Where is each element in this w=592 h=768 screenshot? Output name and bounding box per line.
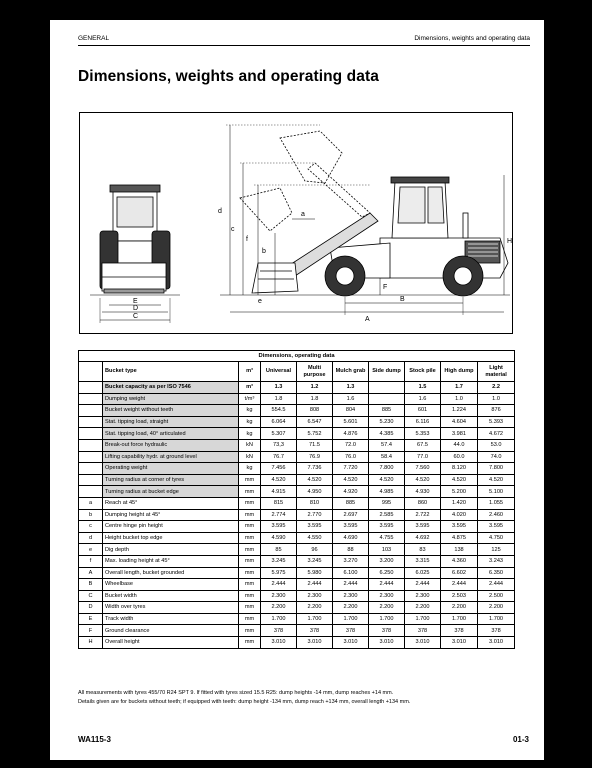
row-value: 3.315 xyxy=(405,555,441,567)
row-value: 77.0 xyxy=(405,451,441,463)
row-value: 4.520 xyxy=(261,474,297,486)
table-row xyxy=(79,463,515,475)
column-header: Bucket type xyxy=(103,362,239,382)
row-value: 2.2 xyxy=(478,382,515,394)
row-unit: m³ xyxy=(239,382,261,394)
row-value: 1.7 xyxy=(441,382,478,394)
table-row xyxy=(79,532,515,544)
row-value: 3.010 xyxy=(369,637,405,649)
row-label: Track width xyxy=(103,613,239,625)
row-value: 2.722 xyxy=(405,509,441,521)
row-label: Dumping weight xyxy=(103,393,239,405)
row-value: 378 xyxy=(333,625,369,637)
column-header: m³ xyxy=(239,362,261,382)
row-value: 2.585 xyxy=(369,509,405,521)
row-value: 4.950 xyxy=(297,486,333,498)
row-symbol: A xyxy=(79,567,103,579)
note-tyres: All measurements with tyres 455/70 R24 SPT 9. If fitted with tyres sized 15.5 R25: dump heights -14 mm, dump reaches +14 mm. xyxy=(78,690,394,696)
row-value: 71.5 xyxy=(297,439,333,451)
row-value: 4.985 xyxy=(369,486,405,498)
row-value: 860 xyxy=(405,497,441,509)
row-symbol xyxy=(79,416,103,428)
row-unit: kg xyxy=(239,405,261,417)
table-row xyxy=(79,521,515,533)
column-header: Side dump xyxy=(369,362,405,382)
row-label: Bucket weight without teeth xyxy=(103,405,239,417)
table-notes xyxy=(78,689,518,706)
dimension-drawing xyxy=(79,112,513,334)
row-value: 378 xyxy=(441,625,478,637)
row-symbol: a xyxy=(79,497,103,509)
side-view xyxy=(220,125,513,315)
table-row xyxy=(79,497,515,509)
manual-page xyxy=(50,20,544,760)
row-value: 1.700 xyxy=(261,613,297,625)
row-unit: mm xyxy=(239,486,261,498)
row-value: 4.930 xyxy=(405,486,441,498)
row-value: 4.520 xyxy=(441,474,478,486)
row-value: 378 xyxy=(369,625,405,637)
row-symbol: C xyxy=(79,590,103,602)
row-unit: mm xyxy=(239,602,261,614)
header-section: GENERAL xyxy=(78,35,110,42)
row-value: 2.770 xyxy=(297,509,333,521)
row-value: 4.520 xyxy=(405,474,441,486)
row-value: 2.444 xyxy=(261,579,297,591)
row-unit: mm xyxy=(239,544,261,556)
side-label-B: B xyxy=(400,296,405,303)
row-value: 4.020 xyxy=(441,509,478,521)
row-unit: mm xyxy=(239,613,261,625)
row-label: Lifting capability hydr. at ground level xyxy=(103,451,239,463)
row-label: Ground clearance xyxy=(103,625,239,637)
row-value: 2.444 xyxy=(478,579,515,591)
row-value: 7.560 xyxy=(405,463,441,475)
row-symbol: B xyxy=(79,579,103,591)
row-value: 3.243 xyxy=(478,555,515,567)
table-row xyxy=(79,382,515,394)
row-value: 74.0 xyxy=(478,451,515,463)
header-chapter: Dimensions, weights and operating data xyxy=(414,35,530,42)
footer-page-number: 01-3 xyxy=(512,735,529,744)
row-unit: mm xyxy=(239,579,261,591)
row-symbol xyxy=(79,451,103,463)
row-value: 1.420 xyxy=(441,497,478,509)
column-header: Stock pile xyxy=(405,362,441,382)
front-label-d: D xyxy=(133,305,139,312)
table-row xyxy=(79,439,515,451)
row-label: Overall length, bucket grounded xyxy=(103,567,239,579)
row-value: 2.444 xyxy=(369,579,405,591)
row-unit: mm xyxy=(239,521,261,533)
row-value: 5.200 xyxy=(441,486,478,498)
row-value: 1.6 xyxy=(333,393,369,405)
row-label: Operating weight xyxy=(103,463,239,475)
row-value: 6.602 xyxy=(441,567,478,579)
row-value: 2.300 xyxy=(333,590,369,602)
row-value: 6.547 xyxy=(297,416,333,428)
row-value: 2.460 xyxy=(478,509,515,521)
row-value: 7.456 xyxy=(261,463,297,475)
row-unit: t/m³ xyxy=(239,393,261,405)
row-value: 2.300 xyxy=(297,590,333,602)
wheel-loader-illustration xyxy=(80,113,514,335)
table-row xyxy=(79,405,515,417)
row-value: 2.444 xyxy=(405,579,441,591)
row-unit: mm xyxy=(239,497,261,509)
row-value: 885 xyxy=(369,405,405,417)
row-value: 88 xyxy=(333,544,369,556)
row-value: 5.975 xyxy=(261,567,297,579)
front-label-e: E xyxy=(133,298,138,305)
row-symbol xyxy=(79,382,103,394)
row-label: Width over tyres xyxy=(103,602,239,614)
row-value: 1.700 xyxy=(405,613,441,625)
row-label: Centre hinge pin height xyxy=(103,521,239,533)
row-value: 4.385 xyxy=(369,428,405,440)
row-unit: kg xyxy=(239,416,261,428)
row-value: 1.700 xyxy=(369,613,405,625)
row-symbol: e xyxy=(79,544,103,556)
row-value: 53.0 xyxy=(478,439,515,451)
row-symbol xyxy=(79,439,103,451)
row-label: Stat. tipping load, 40° articulated xyxy=(103,428,239,440)
spec-table-container xyxy=(78,350,514,649)
row-value: 2.503 xyxy=(441,590,478,602)
row-value: 1.224 xyxy=(441,405,478,417)
row-value: 1.700 xyxy=(297,613,333,625)
row-label: Max. loading height at 45° xyxy=(103,555,239,567)
row-value: 5.601 xyxy=(333,416,369,428)
row-label: Turning radius at bucket edge xyxy=(103,486,239,498)
operating-data-table xyxy=(78,350,515,649)
row-value: 378 xyxy=(297,625,333,637)
row-value: 3.595 xyxy=(297,521,333,533)
row-label: Bucket width xyxy=(103,590,239,602)
row-value: 2.200 xyxy=(369,602,405,614)
row-value: 995 xyxy=(369,497,405,509)
row-value: 72.0 xyxy=(333,439,369,451)
table-header-row xyxy=(79,362,515,382)
row-symbol: H xyxy=(79,637,103,649)
row-unit: mm xyxy=(239,474,261,486)
row-value: 6.100 xyxy=(333,567,369,579)
row-value: 7.800 xyxy=(369,463,405,475)
row-unit: mm xyxy=(239,567,261,579)
row-value: 4.876 xyxy=(333,428,369,440)
side-label-b: b xyxy=(262,248,266,255)
row-value: 4.692 xyxy=(405,532,441,544)
row-symbol: E xyxy=(79,613,103,625)
row-label: Bucket capacity as per ISO 7546 xyxy=(103,382,239,394)
column-header: High dump xyxy=(441,362,478,382)
column-header: Mulch grab xyxy=(333,362,369,382)
row-unit: mm xyxy=(239,532,261,544)
row-symbol xyxy=(79,463,103,475)
row-label: Break-out force hydraulic xyxy=(103,439,239,451)
row-value: 4.604 xyxy=(441,416,478,428)
row-value: 3.245 xyxy=(297,555,333,567)
row-symbol: d xyxy=(79,532,103,544)
row-symbol: D xyxy=(79,602,103,614)
row-value: 4.672 xyxy=(478,428,515,440)
row-value: 3.595 xyxy=(261,521,297,533)
row-value: 4.520 xyxy=(333,474,369,486)
row-value: 554.5 xyxy=(261,405,297,417)
row-value: 2.774 xyxy=(261,509,297,521)
row-value: 4.875 xyxy=(441,532,478,544)
row-unit: kN xyxy=(239,451,261,463)
row-value: 3.245 xyxy=(261,555,297,567)
table-row xyxy=(79,544,515,556)
row-value: 58.4 xyxy=(369,451,405,463)
column-header: Universal xyxy=(261,362,297,382)
row-unit: kg xyxy=(239,428,261,440)
row-value: 4.520 xyxy=(369,474,405,486)
row-value: 378 xyxy=(478,625,515,637)
table-row xyxy=(79,393,515,405)
row-value: 1.8 xyxy=(297,393,333,405)
row-value: 5.100 xyxy=(478,486,515,498)
row-value: 3.595 xyxy=(478,521,515,533)
row-value: 7.736 xyxy=(297,463,333,475)
column-header xyxy=(79,362,103,382)
row-value: 1.2 xyxy=(297,382,333,394)
row-value: 4.520 xyxy=(478,474,515,486)
side-label-c: c xyxy=(231,226,235,233)
row-unit: mm xyxy=(239,555,261,567)
row-value: 60.0 xyxy=(441,451,478,463)
row-value: 2.300 xyxy=(405,590,441,602)
row-value: 1.3 xyxy=(333,382,369,394)
row-label: Turning radius at corner of tyres xyxy=(103,474,239,486)
row-value: 6.025 xyxy=(405,567,441,579)
table-row xyxy=(79,486,515,498)
row-value xyxy=(369,393,405,405)
row-value: 76.7 xyxy=(261,451,297,463)
side-label-d: d xyxy=(218,208,222,215)
table-row xyxy=(79,613,515,625)
row-value: 815 xyxy=(261,497,297,509)
row-value: 2.200 xyxy=(261,602,297,614)
row-value: 5.307 xyxy=(261,428,297,440)
row-symbol xyxy=(79,428,103,440)
row-value: 1.0 xyxy=(441,393,478,405)
row-label: Wheelbase xyxy=(103,579,239,591)
row-value: 3.595 xyxy=(441,521,478,533)
table-row xyxy=(79,567,515,579)
row-value: 2.697 xyxy=(333,509,369,521)
row-value: 67.5 xyxy=(405,439,441,451)
row-symbol: f xyxy=(79,555,103,567)
row-value: 4.915 xyxy=(261,486,297,498)
row-label: Dig depth xyxy=(103,544,239,556)
row-value: 3.200 xyxy=(369,555,405,567)
row-value: 7.720 xyxy=(333,463,369,475)
side-label-a: a xyxy=(301,211,305,218)
row-value: 2.444 xyxy=(333,579,369,591)
row-value: 885 xyxy=(333,497,369,509)
row-unit: mm xyxy=(239,590,261,602)
row-value: 83 xyxy=(405,544,441,556)
table-row xyxy=(79,602,515,614)
row-value: 1.0 xyxy=(478,393,515,405)
row-value: 3.010 xyxy=(297,637,333,649)
row-value: 3.270 xyxy=(333,555,369,567)
row-symbol xyxy=(79,393,103,405)
page-title: Dimensions, weights and operating data xyxy=(78,68,379,85)
row-value: 6.350 xyxy=(478,567,515,579)
table-row xyxy=(79,625,515,637)
row-value: 96 xyxy=(297,544,333,556)
row-value: 138 xyxy=(441,544,478,556)
table-caption-row xyxy=(79,351,515,362)
row-value: 1.5 xyxy=(405,382,441,394)
row-value: 1.8 xyxy=(261,393,297,405)
row-value: 4.360 xyxy=(441,555,478,567)
row-unit: mm xyxy=(239,625,261,637)
row-symbol xyxy=(79,405,103,417)
column-header: Light material xyxy=(478,362,515,382)
row-value: 125 xyxy=(478,544,515,556)
table-row xyxy=(79,509,515,521)
row-value: 73,3 xyxy=(261,439,297,451)
row-value: 378 xyxy=(405,625,441,637)
row-value: 2.300 xyxy=(261,590,297,602)
row-value: 2.444 xyxy=(297,579,333,591)
front-label-c: C xyxy=(133,313,139,320)
row-unit: kg xyxy=(239,463,261,475)
row-value: 2.500 xyxy=(478,590,515,602)
row-label: Reach at 45° xyxy=(103,497,239,509)
row-label: Height bucket top edge xyxy=(103,532,239,544)
row-symbol xyxy=(79,486,103,498)
row-value: 5.980 xyxy=(297,567,333,579)
row-unit: mm xyxy=(239,637,261,649)
row-value: 3.981 xyxy=(441,428,478,440)
row-unit: mm xyxy=(239,509,261,521)
side-label-e: e xyxy=(258,298,262,305)
table-row xyxy=(79,416,515,428)
row-value: 6.250 xyxy=(369,567,405,579)
row-value: 5.393 xyxy=(478,416,515,428)
row-value: 804 xyxy=(333,405,369,417)
row-value: 6.064 xyxy=(261,416,297,428)
row-value: 810 xyxy=(297,497,333,509)
table-caption: Dimensions, operating data xyxy=(79,351,515,362)
row-value: 76.0 xyxy=(333,451,369,463)
row-label: Dumping height at 45° xyxy=(103,509,239,521)
table-row xyxy=(79,451,515,463)
row-symbol xyxy=(79,474,103,486)
row-value: 2.200 xyxy=(297,602,333,614)
row-value: 1.055 xyxy=(478,497,515,509)
side-label-A: A xyxy=(365,316,370,323)
row-value: 4.550 xyxy=(297,532,333,544)
row-value: 3.010 xyxy=(478,637,515,649)
footer-model: WA115-3 xyxy=(78,735,111,744)
row-value: 85 xyxy=(261,544,297,556)
row-value: 4.755 xyxy=(369,532,405,544)
row-value: 876 xyxy=(478,405,515,417)
row-value: 378 xyxy=(261,625,297,637)
row-value: 808 xyxy=(297,405,333,417)
row-value: 3.010 xyxy=(441,637,478,649)
table-row xyxy=(79,555,515,567)
row-value: 103 xyxy=(369,544,405,556)
row-value: 3.010 xyxy=(405,637,441,649)
row-value: 2.444 xyxy=(441,579,478,591)
table-row xyxy=(79,474,515,486)
row-value: 3.010 xyxy=(333,637,369,649)
row-value: 57.4 xyxy=(369,439,405,451)
row-value: 44.0 xyxy=(441,439,478,451)
row-value: 1.3 xyxy=(261,382,297,394)
table-row xyxy=(79,579,515,591)
row-value: 4.690 xyxy=(333,532,369,544)
row-value: 601 xyxy=(405,405,441,417)
row-label: Stat. tipping load, straight xyxy=(103,416,239,428)
column-header: Multi purpose xyxy=(297,362,333,382)
row-value xyxy=(369,382,405,394)
row-value: 3.595 xyxy=(333,521,369,533)
row-value: 2.300 xyxy=(369,590,405,602)
row-value: 5.353 xyxy=(405,428,441,440)
row-value: 3.010 xyxy=(261,637,297,649)
row-value: 1.700 xyxy=(478,613,515,625)
row-unit: kN xyxy=(239,439,261,451)
row-value: 4.920 xyxy=(333,486,369,498)
row-symbol: F xyxy=(79,625,103,637)
row-symbol: c xyxy=(79,521,103,533)
row-value: 5.752 xyxy=(297,428,333,440)
row-value: 8.120 xyxy=(441,463,478,475)
row-value: 7.800 xyxy=(478,463,515,475)
side-label-f: f xyxy=(246,236,248,243)
header-rule xyxy=(78,45,530,46)
note-teeth: Details given are for buckets without teeth; if equipped with teeth: dump height -134 mm, dump reach +134 mm, overall length +134 mm. xyxy=(78,698,411,705)
table-row xyxy=(79,637,515,649)
row-value: 6.116 xyxy=(405,416,441,428)
row-value: 4.590 xyxy=(261,532,297,544)
row-value: 4.750 xyxy=(478,532,515,544)
table-row xyxy=(79,428,515,440)
row-symbol: b xyxy=(79,509,103,521)
row-value: 2.200 xyxy=(478,602,515,614)
row-value: 3.595 xyxy=(405,521,441,533)
side-label-H: H xyxy=(507,238,513,245)
row-value: 1.700 xyxy=(333,613,369,625)
row-value: 2.200 xyxy=(441,602,478,614)
side-label-F: F xyxy=(383,284,388,291)
row-value: 76.9 xyxy=(297,451,333,463)
row-label: Overall height xyxy=(103,637,239,649)
table-row xyxy=(79,590,515,602)
row-value: 2.200 xyxy=(405,602,441,614)
row-value: 1.700 xyxy=(441,613,478,625)
row-value: 5.230 xyxy=(369,416,405,428)
row-value: 4.520 xyxy=(297,474,333,486)
row-value: 2.200 xyxy=(333,602,369,614)
row-value: 1.6 xyxy=(405,393,441,405)
row-value: 3.595 xyxy=(369,521,405,533)
